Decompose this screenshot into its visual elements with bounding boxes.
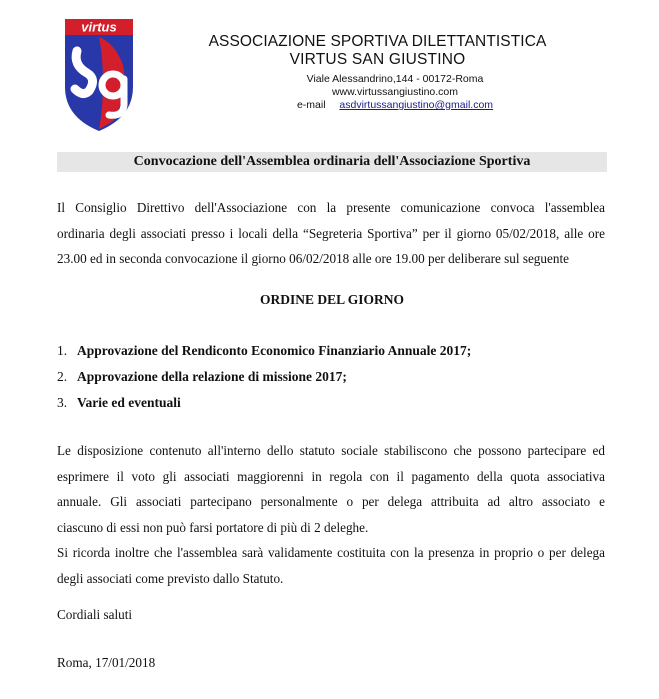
association-type: ASSOCIAZIONE SPORTIVA DILETTANTISTICA xyxy=(208,33,547,50)
agenda-list xyxy=(57,341,471,419)
body-line: Si ricorda inoltre che l'assemblea sarà validamente costituita con la presenza in proprio o per delega xyxy=(57,545,605,560)
body-line: Le disposizione contenuto all'interno dello statuto sociale stabiliscono che possono partecipare ed xyxy=(57,443,605,458)
agenda-item xyxy=(57,367,471,393)
place-date: Roma, 17/01/2018 xyxy=(57,655,156,670)
body-paragraph xyxy=(57,438,605,591)
agenda-text: Approvazione del Rendiconto Economico Finanziario Annuale 2017; xyxy=(77,343,472,358)
association-name: VIRTUS SAN GIUSTINO xyxy=(289,51,466,68)
agenda-text: Varie ed eventuali xyxy=(77,395,181,410)
agenda-number: 3. xyxy=(57,395,68,410)
agenda-number: 1. xyxy=(57,343,68,358)
intro-line: 23.00 ed in seconda convocazione il giorno 06/02/2018 alle ore 19.00 per deliberare sul seguente xyxy=(57,251,569,266)
closing: Cordiali saluti xyxy=(57,607,133,622)
letterhead xyxy=(180,33,575,69)
agenda-title: ORDINE DEL GIORNO xyxy=(259,292,405,307)
logo-text: virtus xyxy=(81,19,117,35)
body-line: ciascuno di essi non può farsi portatore di più di 2 deleghe. xyxy=(57,519,369,535)
body-line: degli associati come previsto dallo Statuto. xyxy=(57,570,284,586)
contact-info xyxy=(250,73,540,112)
agenda-item xyxy=(57,341,471,367)
subject-heading: Convocazione dell'Assemblea ordinaria dell'Associazione Sportiva xyxy=(57,152,607,172)
address: Viale Alessandrino,144 - 00172-Roma xyxy=(306,73,484,85)
intro-line: Il Consiglio Direttivo dell'Associazione con la presente comunicazione convoca l'assemblea xyxy=(57,200,605,215)
agenda-number: 2. xyxy=(57,369,68,384)
agenda-item xyxy=(57,393,471,419)
agenda-text: Approvazione della relazione di missione 2017; xyxy=(77,369,347,384)
email-row xyxy=(250,99,540,112)
intro-paragraph xyxy=(57,195,605,272)
intro-line: ordinaria degli associati presso i locali della “Segreteria Sportiva” per il giorno 05/02/2018, alle ore xyxy=(57,225,605,241)
email-label: e-mail xyxy=(296,99,326,111)
virtus-logo xyxy=(63,17,135,133)
email-link[interactable]: asdvirtussangiustino@gmail.com xyxy=(339,99,494,111)
body-line: esprimere il voto gli associati maggiorenni in regola con il pagamento della quota associativa xyxy=(57,468,605,484)
website: www.virtussangiustino.com xyxy=(331,86,459,98)
body-line: annuale. Gli associati partecipano personalmente o per delega attribuita ad altro associato e xyxy=(57,494,605,509)
